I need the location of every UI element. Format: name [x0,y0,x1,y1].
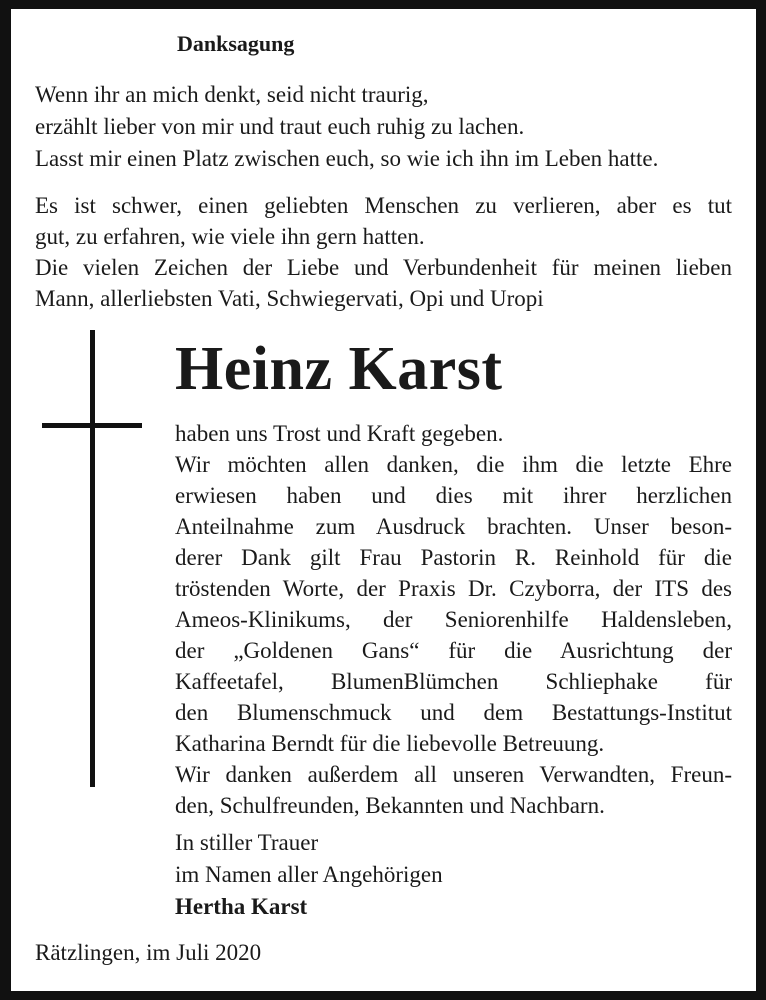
cross-icon-horizontal [42,423,142,428]
body-line: tröstenden Worte, der Praxis Dr. Czyborra, der ITS des [175,576,732,601]
body-line: Katharina Berndt für die liebevolle Betreuung. [175,731,605,756]
body-line: derer Dank gilt Frau Pastorin R. Reinhold für die [175,545,732,570]
body-line: Wir möchten allen danken, die ihm die letzte Ehre [175,452,732,477]
body-line: Ameos-Klinikums, der Seniorenhilfe Haldensleben, [175,607,732,632]
deceased-name: Heinz Karst [175,335,503,403]
place-date: Rätzlingen, im Juli 2020 [35,940,262,965]
signatory: Hertha Karst [175,894,308,919]
body-line: den Blumenschmuck und dem Bestattungs-Institut [175,700,732,725]
intro-line: Die vielen Zeichen der Liebe und Verbundenheit für meinen lieben [35,255,732,280]
body-line: haben uns Trost und Kraft gegeben. [175,421,504,446]
heading: Danksagung [177,31,295,56]
body-line: der „Goldenen Gans“ für die Ausrichtung der [175,638,732,663]
body-line: Kaffeetafel, BlumenBlümchen Schliephake für [175,669,732,694]
poem-line: erzählt lieber von mir und traut euch ruhig zu lachen. [35,114,525,139]
closing-line: im Namen aller Angehörigen [175,862,443,887]
closing-line: In stiller Trauer [175,830,319,855]
body-line: den, Schulfreunden, Bekannten und Nachbarn. [175,793,605,818]
body-line: erwiesen haben und dies mit ihrer herzlichen [175,483,732,508]
intro-line: Es ist schwer, einen geliebten Menschen zu verlieren, aber es tut [35,193,732,218]
body-line: Wir danken außerdem all unseren Verwandten, Freun- [175,762,732,787]
poem-line: Wenn ihr an mich denkt, seid nicht traurig, [35,82,429,107]
cross-icon-vertical [90,330,95,787]
poem-line: Lasst mir einen Platz zwischen euch, so wie ich ihn im Leben hatte. [35,146,659,171]
body-line: Anteilnahme zum Ausdruck brachten. Unser beson- [175,514,732,539]
intro-line: Mann, allerliebsten Vati, Schwiegervati, Opi und Uropi [35,286,544,311]
intro-line: gut, zu erfahren, wie viele ihn gern hatten. [35,224,425,249]
